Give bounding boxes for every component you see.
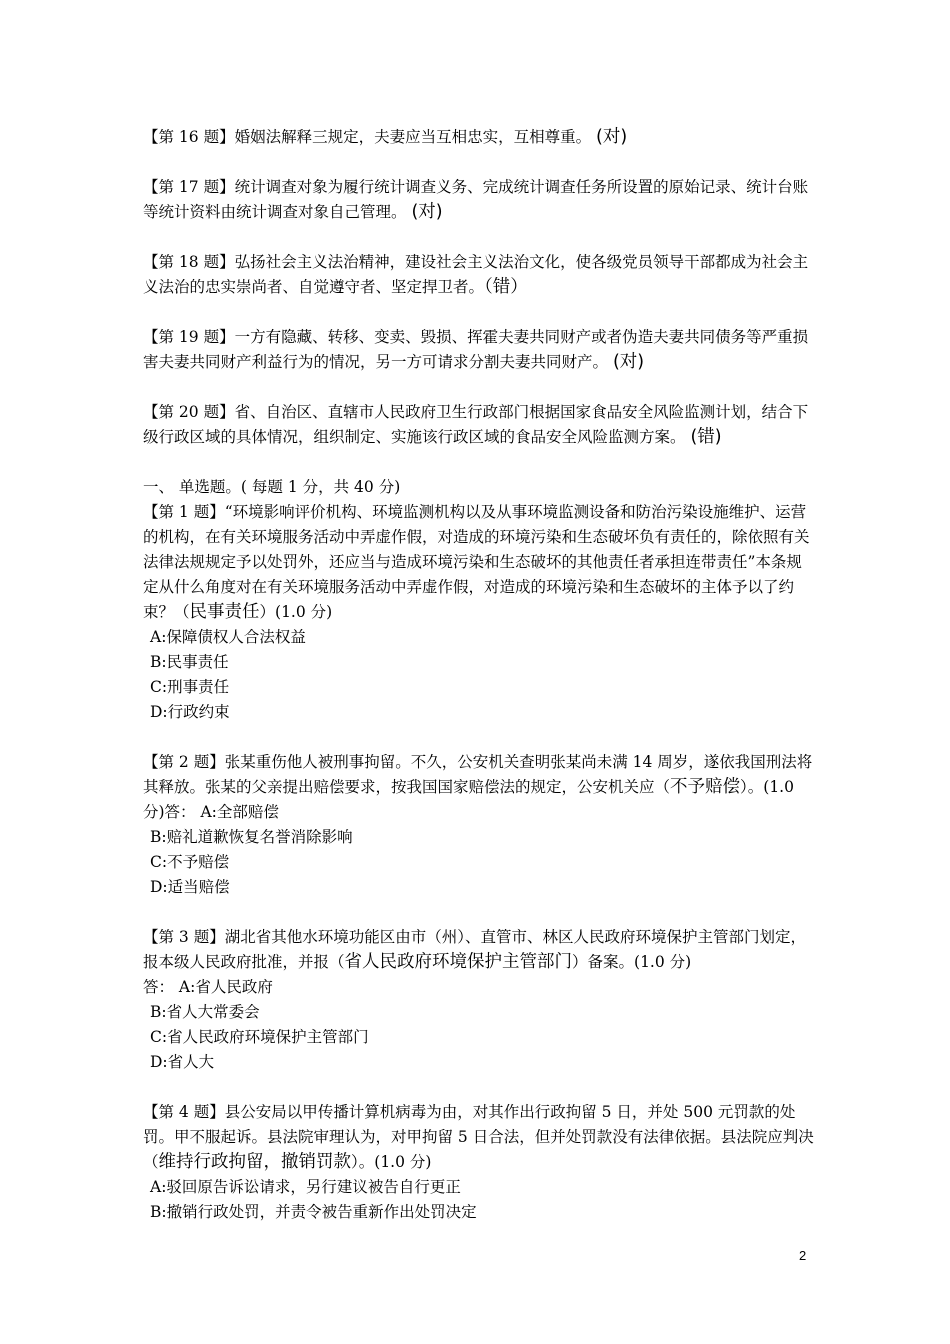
question-score: ）备案。(1.0 分) (572, 953, 692, 971)
tf-question-16 (143, 125, 815, 150)
option-d: D:省人大 (150, 1053, 215, 1071)
option-b: B:赔礼道歉恢复名誉消除影响 (150, 828, 353, 846)
question-answer: (对) (411, 202, 443, 222)
question-text: 【第 4 题】县公安局以甲传播计算机病毒为由，对其作出行政拘留 5 日，并处 500 元罚款的处罚。甲不服起诉。县法院审理认为，对甲拘留 5 日合法，但并处罚款没有法律依据。县法院应判决（ (143, 1103, 814, 1171)
mc-question-2 (143, 750, 815, 825)
option-d: D:适当赔偿 (150, 878, 230, 896)
option-b: B:省人大常委会 (150, 1003, 260, 1021)
question-answer: (对) (596, 127, 628, 147)
question-answer: 维持行政拘留，撤销罚款 (158, 1152, 352, 1172)
question-text: 【第 20 题】省、自治区、直辖市人民政府卫生行政部门根据国家食品安全风险监测计划，结合下级行政区域的具体情况，组织制定、实施该行政区域的食品安全风险监测方案。 (143, 403, 809, 446)
tf-question-17 (143, 175, 815, 225)
page-content (143, 125, 815, 1225)
question-text: 【第 19 题】一方有隐藏、转移、变卖、毁损、挥霍夫妻共同财产或者伪造夫妻共同债务等严重损害夫妻共同财产利益行为的情况，另一方可请求分割夫妻共同财产。 (143, 328, 809, 371)
question-text: 【第 3 题】湖北省其他水环境功能区由市（州）、直管市、林区人民政府环境保护主管部门划定，报本级人民政府批准，并报（ (143, 928, 806, 971)
mc-question-1 (143, 500, 815, 625)
mc-question-4 (143, 1100, 815, 1175)
question-answer: (对) (612, 352, 645, 372)
tf-question-20 (143, 400, 815, 450)
question-answer: (错) (690, 427, 722, 447)
option-c: C:不予赔偿 (150, 853, 230, 871)
question-score: ）(1.0 分) (259, 603, 333, 621)
question-text: 【第 17 题】统计调查对象为履行统计调查义务、完成统计调查任务所设置的原始记录、统计台账等统计资料由统计调查对象自己管理。 (143, 178, 809, 221)
option-b: B:民事责任 (150, 653, 229, 671)
question-text: 【第 16 题】婚姻法解释三规定，夫妻应当互相忠实，互相尊重。 (143, 128, 592, 146)
question-score: ）。(1.0 分)答： A:全部赔偿 (143, 778, 794, 821)
section-heading: 一、 单选题。( 每题 1 分，共 40 分) (143, 478, 401, 496)
question-text: 【第 18 题】弘扬社会主义法治精神，建设社会主义法治文化，使各级党员领导干部都成为社会主义法治的忠实崇尚者、自觉遵守者、坚定捍卫者。 (143, 253, 809, 296)
question-score: ）。(1.0 分) (351, 1153, 432, 1171)
tf-question-19 (143, 325, 815, 375)
option-a: A:驳回原告诉讼请求，另行建议被告自行更正 (150, 1178, 461, 1196)
tf-question-18 (143, 250, 815, 300)
option-a: 答： A:省人民政府 (143, 978, 273, 996)
question-answer: 省人民政府环境保护主管部门 (344, 952, 573, 972)
question-answer: 民事责任 (189, 602, 260, 622)
question-answer: （错） (484, 277, 528, 297)
question-answer: 不予赔偿 (670, 777, 741, 797)
option-b: B:撤销行政处罚，并责令被告重新作出处罚决定 (150, 1203, 477, 1221)
page-number: 2 (799, 1248, 807, 1263)
question-text: 【第 2 题】张某重伤他人被刑事拘留。不久，公安机关查明张某尚未满 14 周岁，遂依我国刑法将其释放。张某的父亲提出赔偿要求，按我国国家赔偿法的规定，公安机关应（ (143, 753, 813, 796)
mc-question-3 (143, 925, 815, 975)
option-c: C:刑事责任 (150, 678, 230, 696)
option-d: D:行政约束 (150, 703, 230, 721)
option-a: A:保障债权人合法权益 (150, 628, 306, 646)
question-text: 【第 1 题】“环境影响评价机构、环境监测机构以及从事环境监测设备和防治污染设施维护、运营的机构，在有关环境服务活动中弄虚作假，对造成的环境污染和生态破坏负有责任的，除依照有关法律法规规定予以处罚外，还应当与造成环境污染和生态破坏的其他责任者承担连带责任”本条规定从什么角度对在有关环境服务活动中弄虚作假，对造成的环境污染和生态破坏的主体予以了约束？（ (143, 503, 810, 621)
option-c: C:省人民政府环境保护主管部门 (150, 1028, 369, 1046)
